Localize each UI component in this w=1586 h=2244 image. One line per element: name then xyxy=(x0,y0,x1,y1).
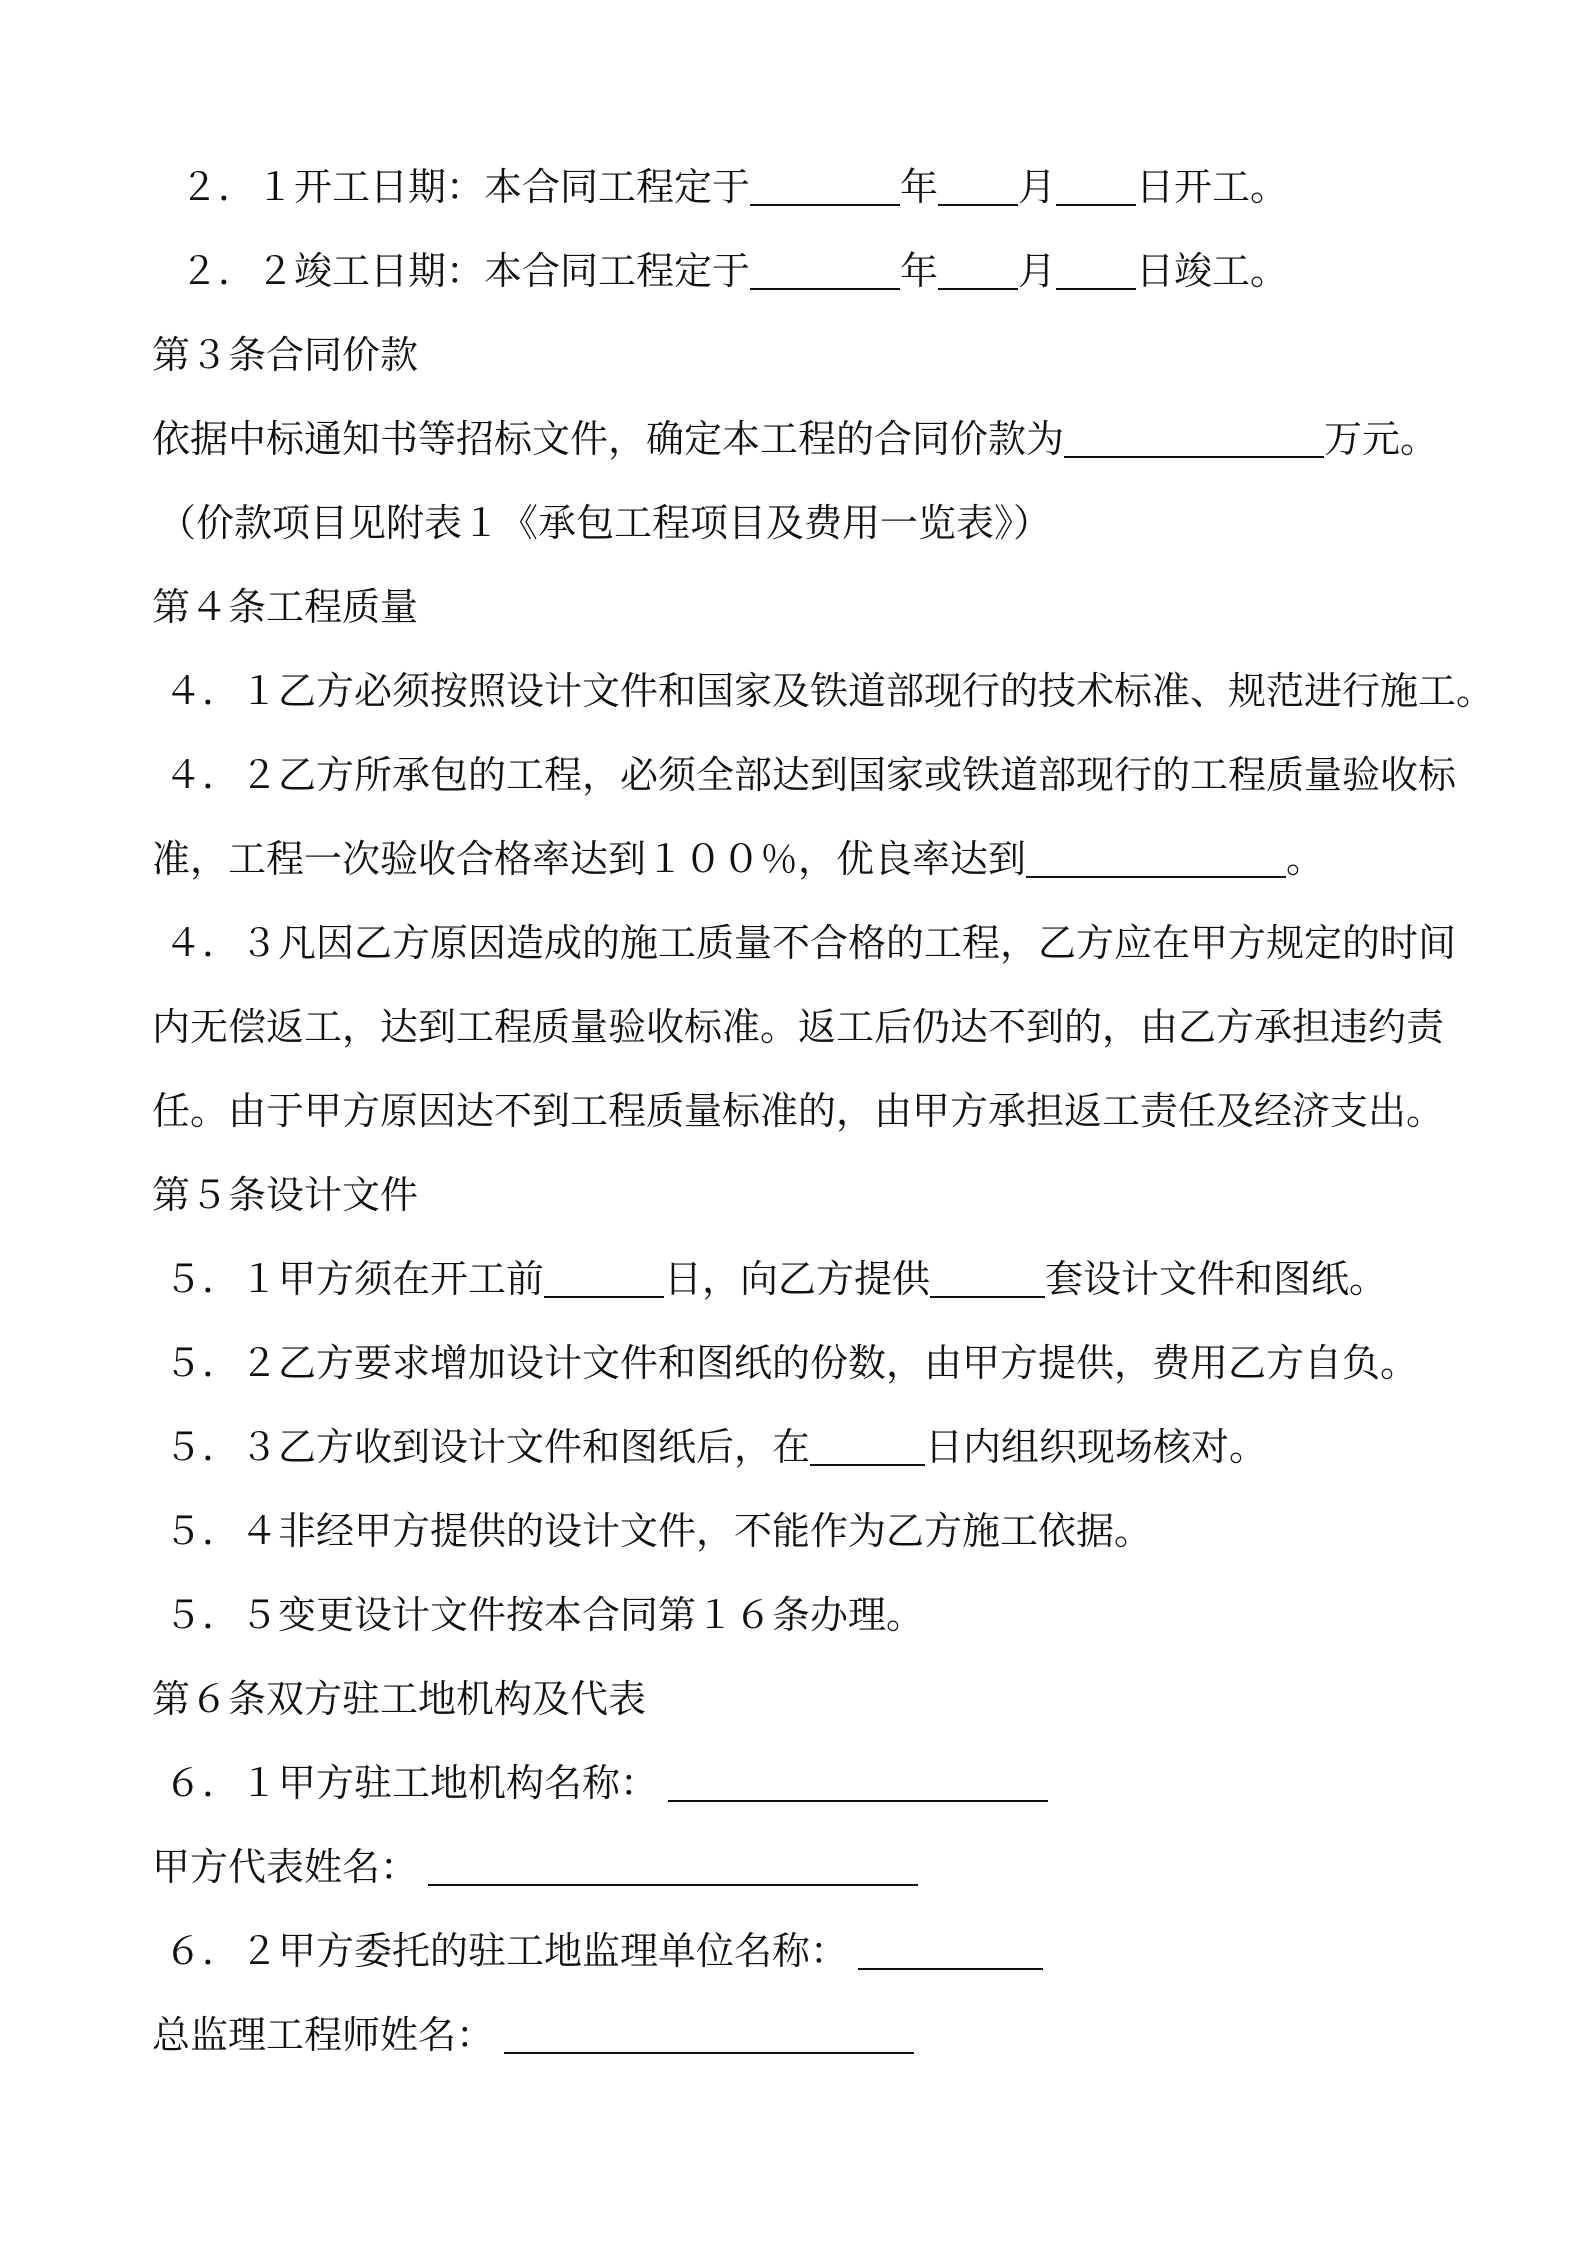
clause-text: 套设计文件和图纸。 xyxy=(1045,1257,1388,1301)
clause-text: 准，工程一次验收合格率达到１００％，优良率达到 xyxy=(152,837,1027,881)
clause-text: 依据中标通知书等招标文件，确定本工程的合同价款为 xyxy=(152,417,1065,461)
clause-text: 总监理工程师姓名： xyxy=(152,2013,495,2057)
article-6-heading: 第６条双方驻工地机构及代表 xyxy=(152,1677,647,1721)
blank-excellent-rate[interactable] xyxy=(1026,836,1286,878)
article-3-heading: 第３条合同价款 xyxy=(152,333,419,377)
clause-5-4: ５．４非经甲方提供的设计文件，不能作为乙方施工依据。 xyxy=(164,1509,1153,1553)
clause-4-3-line2: 内无偿返工，达到工程质量验收标准。返工后仍达不到的，由乙方承担违约责 xyxy=(152,1005,1445,1049)
clause-5-5: ５．５变更设计文件按本合同第１６条办理。 xyxy=(164,1593,925,1637)
clause-2-2 xyxy=(180,241,1288,301)
clause-6-1 xyxy=(164,1753,1048,1813)
clause-text: 日开工。 xyxy=(1136,165,1289,209)
blank-month[interactable] xyxy=(938,248,1018,290)
clause-text: 月 xyxy=(1018,165,1057,209)
clause-text: ２．２竣工日期：本合同工程定于 xyxy=(180,249,751,293)
party-a-representative xyxy=(152,1837,918,1897)
clause-text: ２．１开工日期：本合同工程定于 xyxy=(180,165,751,209)
blank-day[interactable] xyxy=(1056,248,1136,290)
article-5-heading: 第５条设计文件 xyxy=(152,1173,419,1217)
chief-supervisor xyxy=(152,2005,914,2065)
clause-text: ５．１甲方须在开工前 xyxy=(164,1257,545,1301)
clause-4-1: ４．１乙方必须按照设计文件和国家及铁道部现行的技术标准、规范进行施工。 xyxy=(164,669,1495,713)
blank-year[interactable] xyxy=(750,248,900,290)
clause-text: 月 xyxy=(1018,249,1057,293)
blank-price[interactable] xyxy=(1064,416,1324,458)
clause-text: 日，向乙方提供 xyxy=(664,1257,931,1301)
blank-sets[interactable] xyxy=(930,1256,1045,1298)
clause-4-2-line2 xyxy=(152,829,1324,889)
clause-4-3-line3: 任。由于甲方原因达不到工程质量标准的，由甲方承担返工责任及经济支出。 xyxy=(152,1089,1445,1133)
clause-5-3 xyxy=(164,1417,1267,1477)
blank-representative-name[interactable] xyxy=(428,1844,918,1886)
clause-3-body xyxy=(152,409,1438,469)
blank-site-office-name[interactable] xyxy=(668,1760,1048,1802)
clause-text: 年 xyxy=(900,249,939,293)
clause-text: 万元。 xyxy=(1324,417,1439,461)
clause-text: 。 xyxy=(1286,837,1325,881)
blank-days[interactable] xyxy=(544,1256,664,1298)
clause-text: ６．２甲方委托的驻工地监理单位名称： xyxy=(164,1929,849,1973)
clause-text: ６．１甲方驻工地机构名称： xyxy=(164,1761,659,1805)
blank-month[interactable] xyxy=(938,164,1018,206)
clause-4-2-line1: ４．２乙方所承包的工程，必须全部达到国家或铁道部现行的工程质量验收标 xyxy=(164,753,1457,797)
clause-2-1 xyxy=(180,157,1288,217)
blank-days[interactable] xyxy=(810,1424,925,1466)
blank-day[interactable] xyxy=(1056,164,1136,206)
clause-text: ５．３乙方收到设计文件和图纸后，在 xyxy=(164,1425,811,1469)
clause-3-note: （价款项目见附表１《承包工程项目及费用一览表》） xyxy=(158,501,1052,545)
article-4-heading: 第４条工程质量 xyxy=(152,585,419,629)
clause-5-2: ５．２乙方要求增加设计文件和图纸的份数，由甲方提供，费用乙方自负。 xyxy=(164,1341,1419,1385)
clause-6-2 xyxy=(164,1921,1043,1981)
clause-text: 年 xyxy=(900,165,939,209)
blank-chief-supervisor-name[interactable] xyxy=(504,2012,914,2054)
blank-year[interactable] xyxy=(750,164,900,206)
clause-4-3-line1: ４．３凡因乙方原因造成的施工质量不合格的工程，乙方应在甲方规定的时间 xyxy=(164,921,1457,965)
clause-text: 日竣工。 xyxy=(1136,249,1289,293)
clause-text: 甲方代表姓名： xyxy=(152,1845,419,1889)
clause-5-1 xyxy=(164,1249,1387,1309)
blank-supervisor-unit[interactable] xyxy=(858,1928,1043,1970)
clause-text: 日内组织现场核对。 xyxy=(925,1425,1268,1469)
